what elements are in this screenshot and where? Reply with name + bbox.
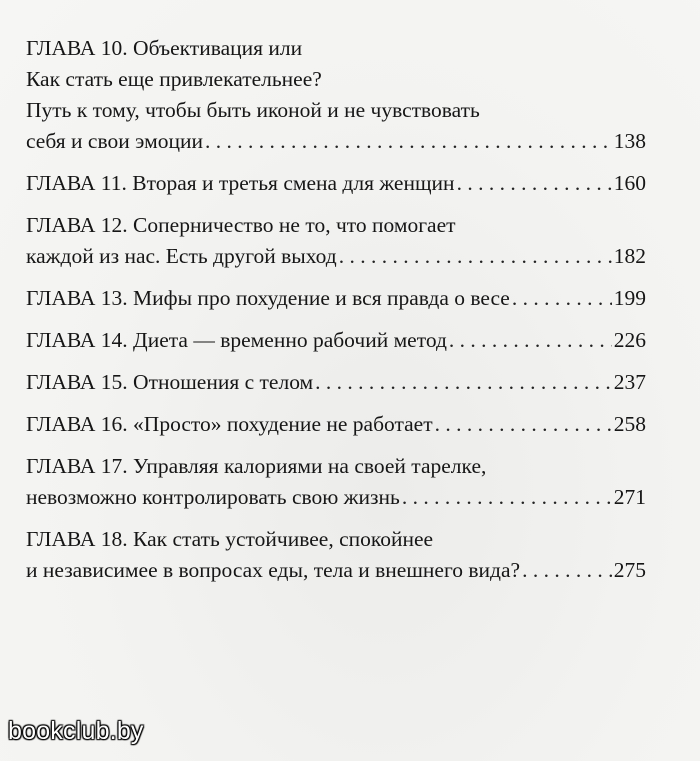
toc-line xyxy=(26,451,646,482)
toc-line-text: ГЛАВА 15. Отношения с телом xyxy=(26,370,314,394)
toc-line-text: себя и свои эмоции xyxy=(26,129,203,153)
page-number: 271 xyxy=(613,485,646,509)
toc-line-text: ГЛАВА 13. Мифы про похудение и вся правда о весе xyxy=(26,286,510,310)
dot-leader xyxy=(512,283,612,314)
toc-line xyxy=(26,95,646,126)
toc-line xyxy=(26,168,646,199)
toc-line xyxy=(26,482,646,513)
toc-line-text: ГЛАВА 18. Как стать устойчивее, спокойнее xyxy=(26,527,434,551)
dot-leader xyxy=(457,168,612,199)
page-number: 226 xyxy=(613,328,646,352)
dot-leader xyxy=(205,126,612,157)
page-number: 182 xyxy=(613,244,646,268)
page-number: 160 xyxy=(613,171,646,195)
toc-entry-chapter-13 xyxy=(26,283,646,314)
table-of-contents xyxy=(26,33,646,597)
toc-entry-chapter-16 xyxy=(26,409,646,440)
toc-line-text: ГЛАВА 14. Диета — временно рабочий метод xyxy=(26,328,447,352)
toc-line-text: ГЛАВА 17. Управляя калориями на своей тарелке, xyxy=(26,454,487,478)
toc-entry-chapter-11 xyxy=(26,168,646,199)
dot-leader xyxy=(435,409,612,440)
toc-line xyxy=(26,325,646,356)
toc-line-text: Путь к тому, чтобы быть иконой и не чувствовать xyxy=(26,98,480,122)
toc-entry-chapter-14 xyxy=(26,325,646,356)
toc-line xyxy=(26,409,646,440)
toc-line xyxy=(26,33,646,64)
toc-line xyxy=(26,524,646,555)
toc-line xyxy=(26,555,646,586)
toc-line xyxy=(26,241,646,272)
dot-leader xyxy=(315,367,612,398)
toc-line-text: невозможно контролировать свою жизнь xyxy=(26,485,400,509)
page-number: 138 xyxy=(613,129,646,153)
toc-entry-chapter-17 xyxy=(26,451,646,513)
toc-entry-chapter-18 xyxy=(26,524,646,586)
toc-line xyxy=(26,210,646,241)
toc-line-text: ГЛАВА 11. Вторая и третья смена для женщин xyxy=(26,171,455,195)
toc-line xyxy=(26,64,646,95)
site-watermark: bookclub.by xyxy=(8,717,144,745)
dot-leader xyxy=(522,555,612,586)
toc-line xyxy=(26,283,646,314)
toc-line xyxy=(26,126,646,157)
toc-line-text: ГЛАВА 12. Соперничество не то, что помогает xyxy=(26,213,456,237)
toc-entry-chapter-10 xyxy=(26,33,646,157)
toc-line-text: каждой из нас. Есть другой выход xyxy=(26,244,337,268)
toc-entry-chapter-15 xyxy=(26,367,646,398)
dot-leader xyxy=(402,482,612,513)
toc-line xyxy=(26,367,646,398)
dot-leader xyxy=(449,325,612,356)
page-number: 275 xyxy=(613,558,646,582)
toc-line-text: Как стать еще привлекательнее? xyxy=(26,67,322,91)
toc-entry-chapter-12 xyxy=(26,210,646,272)
dot-leader xyxy=(339,241,612,272)
page-number: 237 xyxy=(613,370,646,394)
toc-line-text: ГЛАВА 16. «Просто» похудение не работает xyxy=(26,412,433,436)
page-number: 199 xyxy=(613,286,646,310)
toc-line-text: и независимее в вопросах еды, тела и внешнего вида? xyxy=(26,558,521,582)
page-number: 258 xyxy=(613,412,646,436)
toc-line-text: ГЛАВА 10. Объективация или xyxy=(26,36,303,60)
